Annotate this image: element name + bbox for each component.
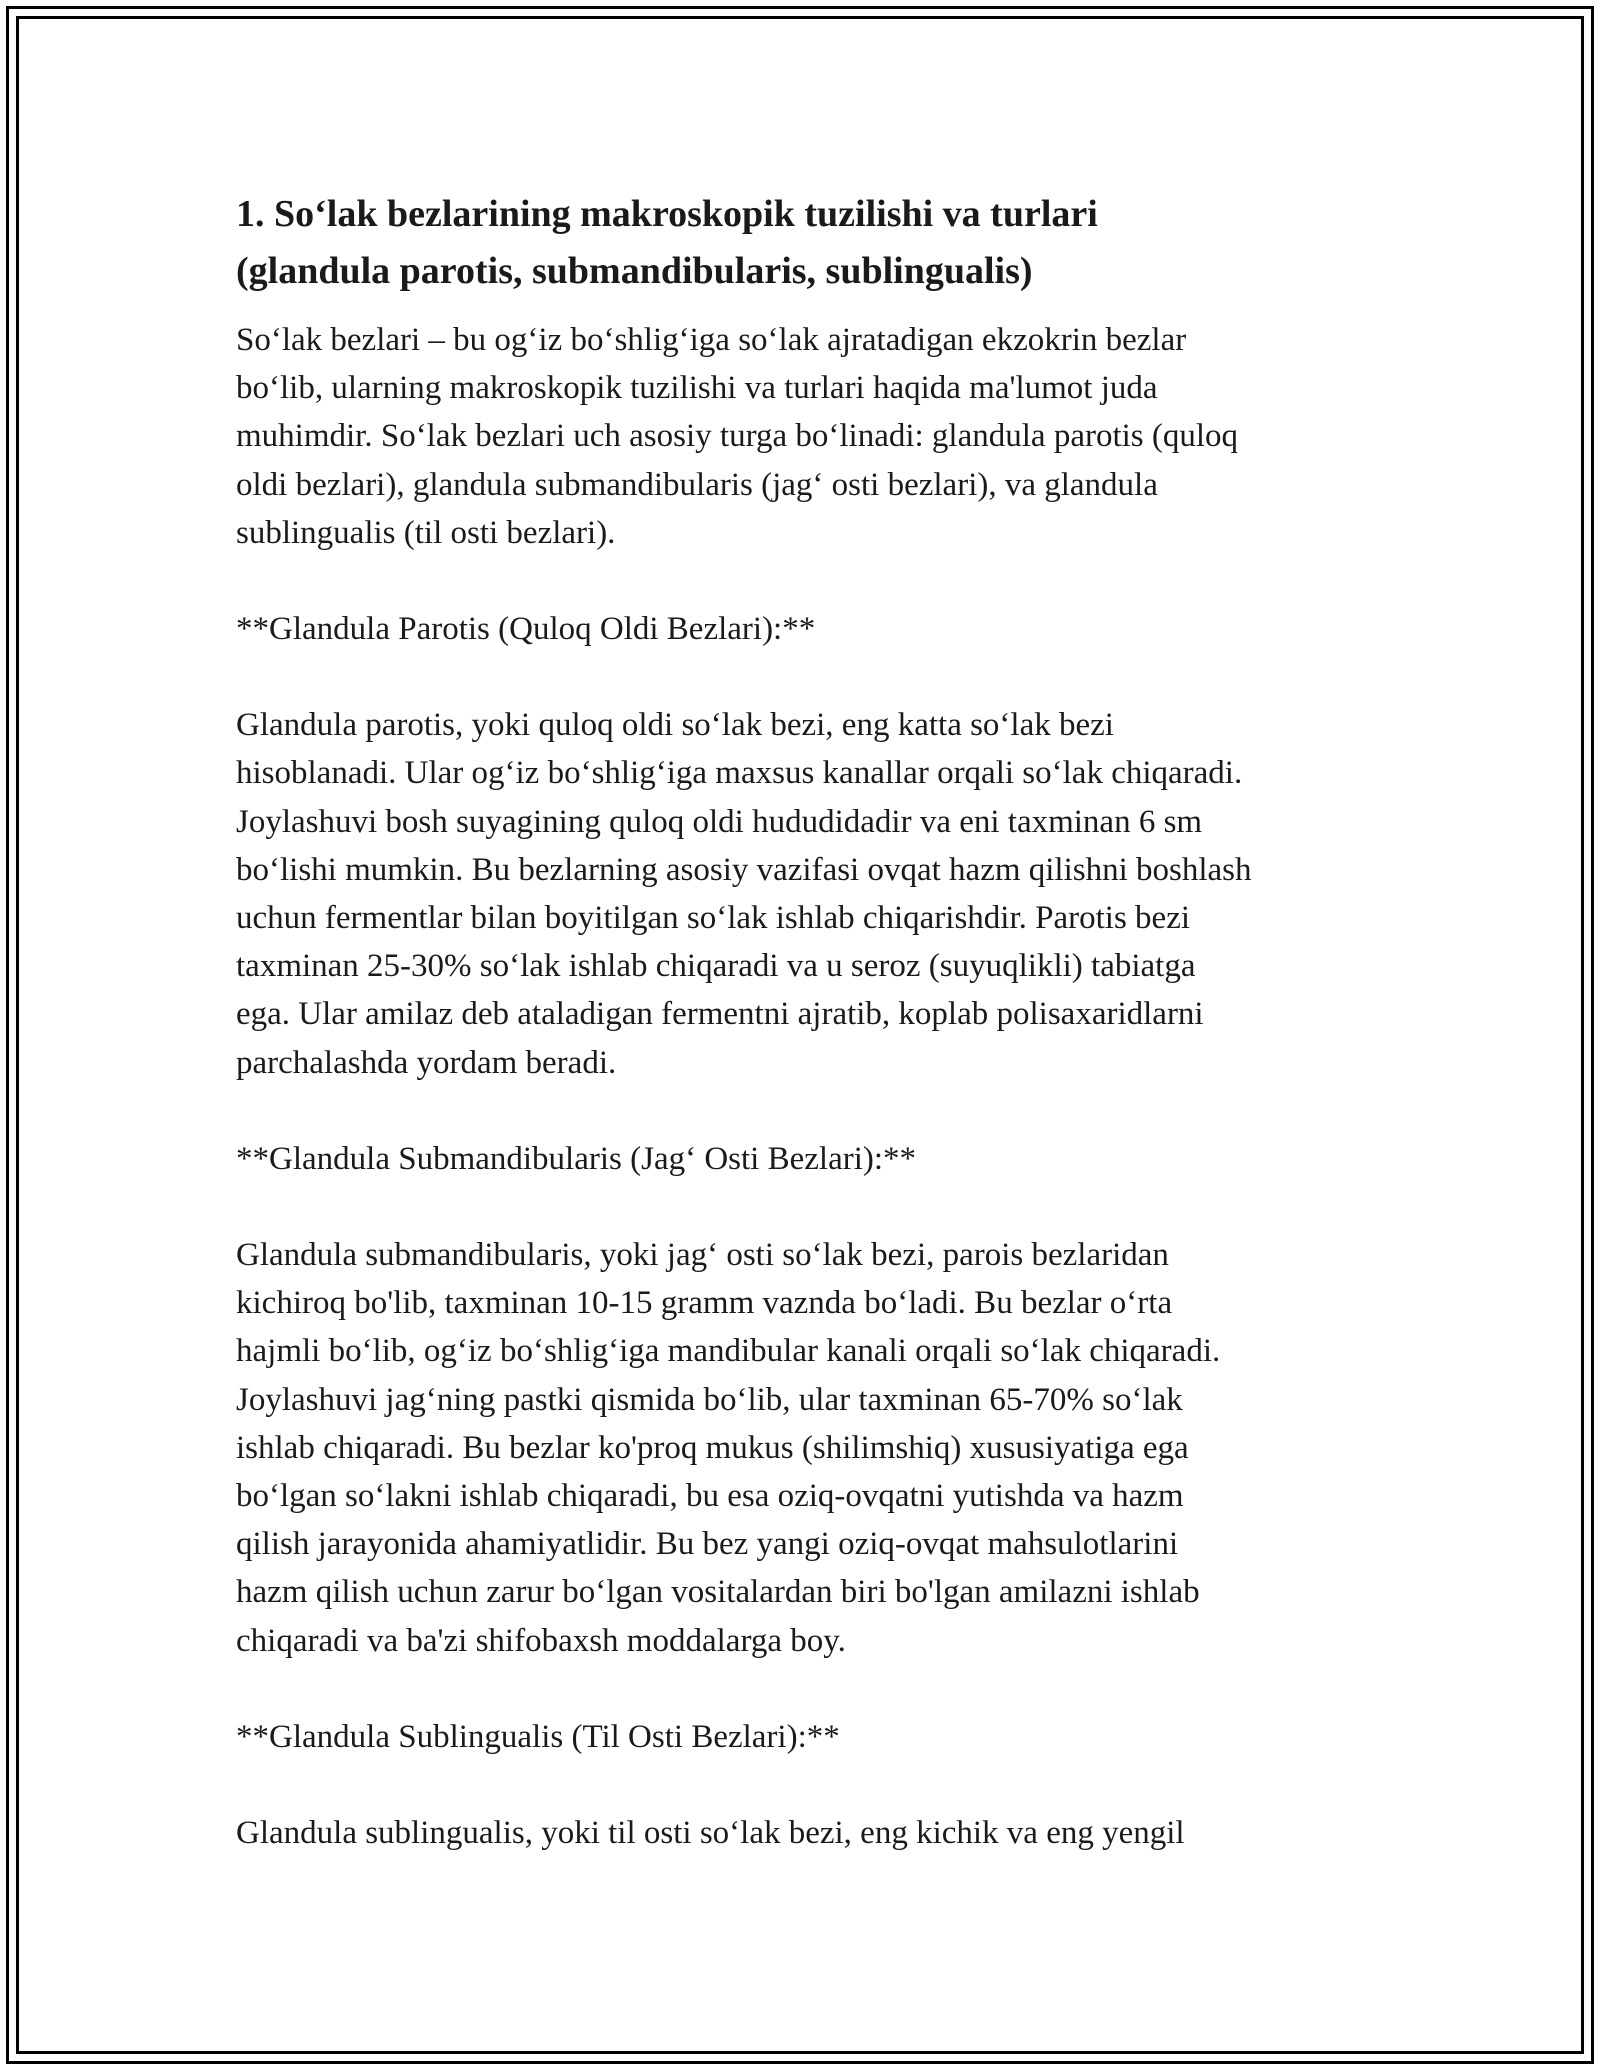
submandibularis-subheading: **Glandula Submandibularis (Jag‘ Osti Bezlari):** bbox=[236, 1140, 917, 1177]
submandibularis-line: hazm qilish uchun zarur bo‘lgan vositalardan biri bo'lgan amilazni ishlab bbox=[236, 1574, 1200, 1611]
document-body bbox=[236, 186, 1376, 1857]
parotis-subheading: **Glandula Parotis (Quloq Oldi Bezlari):** bbox=[236, 611, 816, 648]
submandibularis-line: Glandula submandibularis, yoki jag‘ osti so‘lak bezi, parois bezlaridan bbox=[236, 1237, 1169, 1274]
parotis-line: Joylashuvi bosh suyagining quloq oldi hududidadir va eni taxminan 6 sm bbox=[236, 803, 1203, 840]
intro-paragraph bbox=[236, 316, 1376, 557]
heading-line-1: 1. So‘lak bezlarining makroskopik tuzilishi va turlari bbox=[236, 193, 1098, 235]
parotis-line: hisoblanadi. Ular og‘iz bo‘shlig‘iga maxsus kanallar orqali so‘lak chiqaradi. bbox=[236, 755, 1243, 792]
submandibularis-line: bo‘lgan so‘lakni ishlab chiqaradi, bu esa oziq-ovqatni yutishda va hazm bbox=[236, 1478, 1184, 1515]
submandibularis-line: Joylashuvi jag‘ning pastki qismida bo‘lib, ular taxminan 65-70% so‘lak bbox=[236, 1381, 1183, 1418]
submandibularis-line: hajmli bo‘lib, og‘iz bo‘shlig‘iga mandibular kanali orqali so‘lak chiqaradi. bbox=[236, 1333, 1221, 1370]
parotis-line: ega. Ular amilaz deb ataladigan fermentni ajratib, koplab polisaxaridlarni bbox=[236, 996, 1204, 1033]
sublingualis-paragraph bbox=[236, 1809, 1376, 1857]
heading-line-2: (glandula parotis, submandibularis, sublingualis) bbox=[236, 250, 1033, 292]
parotis-line: bo‘lishi mumkin. Bu bezlarning asosiy vazifasi ovqat hazm qilishni boshlash bbox=[236, 851, 1252, 888]
parotis-line: uchun fermentlar bilan boyitilgan so‘lak ishlab chiqarishdir. Parotis bezi bbox=[236, 900, 1191, 937]
section-heading bbox=[236, 186, 1376, 300]
intro-line: oldi bezlari), glandula submandibularis (jag‘ osti bezlari), va glandula bbox=[236, 466, 1158, 503]
intro-line: So‘lak bezlari – bu og‘iz bo‘shlig‘iga so‘lak ajratadigan ekzokrin bezlar bbox=[236, 322, 1187, 358]
submandibularis-line: chiqaradi va ba'zi shifobaxsh moddalarga boy. bbox=[236, 1622, 846, 1659]
submandibularis-line: ishlab chiqaradi. Bu bezlar ko'proq mukus (shilimshiq) xususiyatiga ega bbox=[236, 1429, 1189, 1466]
intro-line: sublingualis (til osti bezlari). bbox=[236, 514, 616, 551]
parotis-line: taxminan 25-30% so‘lak ishlab chiqaradi va u seroz (suyuqlikli) tabiatga bbox=[236, 948, 1196, 985]
parotis-paragraph bbox=[236, 701, 1376, 1087]
parotis-line: Glandula parotis, yoki quloq oldi so‘lak bezi, eng katta so‘lak bezi bbox=[236, 707, 1114, 744]
intro-line: bo‘lib, ularning makroskopik tuzilishi va turlari haqida ma'lumot juda bbox=[236, 370, 1158, 407]
parotis-line: parchalashda yordam beradi. bbox=[236, 1044, 617, 1081]
intro-line: muhimdir. So‘lak bezlari uch asosiy turga bo‘linadi: glandula parotis (quloq bbox=[236, 418, 1239, 455]
sublingualis-subheading: **Glandula Sublingualis (Til Osti Bezlari):** bbox=[236, 1718, 840, 1755]
submandibularis-line: qilish jarayonida ahamiyatlidir. Bu bez yangi oziq-ovqat mahsulotlarini bbox=[236, 1526, 1179, 1563]
sublingualis-line: Glandula sublingualis, yoki til osti so‘lak bezi, eng kichik va eng yengil bbox=[236, 1815, 1185, 1852]
submandibularis-paragraph bbox=[236, 1231, 1376, 1665]
submandibularis-line: kichiroq bo'lib, taxminan 10-15 gramm vaznda bo‘ladi. Bu bezlar o‘rta bbox=[236, 1285, 1173, 1322]
